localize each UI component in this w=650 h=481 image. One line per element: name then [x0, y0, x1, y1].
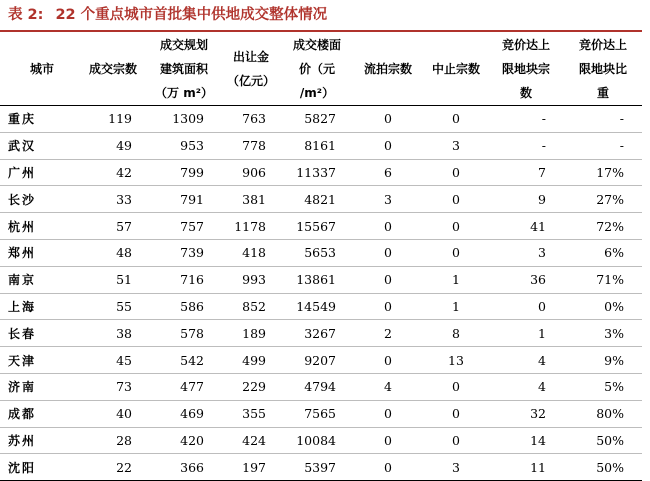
- table-cell-suspended-count: 1: [424, 293, 488, 320]
- table-cell-suspended-count: 0: [424, 373, 488, 400]
- table-cell-failed-auction-count: 0: [352, 132, 424, 159]
- table-cell-deal-count: 33: [78, 186, 148, 213]
- table-cell-failed-auction-count: 0: [352, 266, 424, 293]
- table-cell-capped-lot-ratio: 80%: [564, 400, 642, 427]
- table-cell-floor-price: 4821: [282, 186, 352, 213]
- table-cell-floor-price: 4794: [282, 373, 352, 400]
- table-cell-capped-lot-ratio: 71%: [564, 266, 642, 293]
- table-cell-planned-floor-area: 477: [148, 373, 220, 400]
- table-cell-transfer-fee: 906: [220, 159, 282, 186]
- header-line: 价（元: [298, 61, 335, 76]
- table-cell-failed-auction-count: 0: [352, 427, 424, 454]
- table-row: [0, 106, 642, 133]
- table-cell-transfer-fee: 778: [220, 132, 282, 159]
- table-cell-capped-lot-ratio: 6%: [564, 239, 642, 266]
- table-cell-transfer-fee: 424: [220, 427, 282, 454]
- table-cell-transfer-fee: 381: [220, 186, 282, 213]
- table-cell-capped-lot-count: 4: [488, 373, 564, 400]
- city-name-cell: 南京: [0, 266, 78, 293]
- table-cell-deal-count: 48: [78, 239, 148, 266]
- header-row: [0, 32, 642, 106]
- column-header-transfer-fee: [220, 32, 282, 106]
- table-cell-transfer-fee: 418: [220, 239, 282, 266]
- city-name-cell: 长沙: [0, 186, 78, 213]
- table-cell-capped-lot-ratio: 5%: [564, 373, 642, 400]
- table-cell-capped-lot-ratio: 27%: [564, 186, 642, 213]
- table-cell-capped-lot-count: 14: [488, 427, 564, 454]
- table-cell-deal-count: 49: [78, 132, 148, 159]
- city-name-cell: 广州: [0, 159, 78, 186]
- table-cell-planned-floor-area: 1309: [148, 106, 220, 133]
- table-cell-transfer-fee: 499: [220, 347, 282, 374]
- table-cell-failed-auction-count: 0: [352, 400, 424, 427]
- table-cell-floor-price: 15567: [282, 213, 352, 240]
- table-cell-suspended-count: 0: [424, 213, 488, 240]
- table-cell-transfer-fee: 197: [220, 454, 282, 481]
- header-line: 出让金: [232, 49, 269, 64]
- table-cell-floor-price: 10084: [282, 427, 352, 454]
- table-cell-deal-count: 38: [78, 320, 148, 347]
- table-number: 表 2:: [8, 7, 44, 23]
- city-name-cell: 长春: [0, 320, 78, 347]
- table-cell-deal-count: 28: [78, 427, 148, 454]
- table-cell-capped-lot-count: 3: [488, 239, 564, 266]
- table-cell-deal-count: 51: [78, 266, 148, 293]
- table-cell-capped-lot-count: 41: [488, 213, 564, 240]
- table-cell-planned-floor-area: 739: [148, 239, 220, 266]
- table-row: [0, 320, 642, 347]
- table-row: [0, 427, 642, 454]
- table-row: [0, 266, 642, 293]
- table-cell-deal-count: 73: [78, 373, 148, 400]
- table-cell-suspended-count: 0: [424, 106, 488, 133]
- table-cell-capped-lot-count: 9: [488, 186, 564, 213]
- table-cell-suspended-count: 3: [424, 454, 488, 481]
- table-cell-capped-lot-count: 4: [488, 347, 564, 374]
- table-cell-transfer-fee: 229: [220, 373, 282, 400]
- table-row: [0, 186, 642, 213]
- city-name-cell: 上海: [0, 293, 78, 320]
- table-row: [0, 454, 642, 481]
- table-cell-planned-floor-area: 366: [148, 454, 220, 481]
- header-line: 城市: [30, 61, 55, 76]
- table-cell-planned-floor-area: 757: [148, 213, 220, 240]
- table-row: [0, 293, 642, 320]
- table-cell-failed-auction-count: 0: [352, 239, 424, 266]
- city-name-cell: 成都: [0, 400, 78, 427]
- table-cell-suspended-count: 3: [424, 132, 488, 159]
- column-header-capped-lot-ratio: [564, 32, 642, 106]
- table-cell-floor-price: 14549: [282, 293, 352, 320]
- city-name-cell: 重庆: [0, 106, 78, 133]
- header-line: 成交宗数: [88, 61, 137, 76]
- header-line: 建筑面积: [159, 61, 208, 76]
- table-cell-planned-floor-area: 578: [148, 320, 220, 347]
- table-cell-floor-price: 7565: [282, 400, 352, 427]
- land-transaction-table: [0, 32, 642, 481]
- column-header-deal-count: [78, 32, 148, 106]
- city-name-cell: 郑州: [0, 239, 78, 266]
- header-line: 竞价达上: [578, 37, 627, 52]
- table-cell-capped-lot-count: 32: [488, 400, 564, 427]
- table-cell-planned-floor-area: 469: [148, 400, 220, 427]
- header-line: 流拍宗数: [363, 61, 412, 76]
- column-header-suspended-count: [424, 32, 488, 106]
- table-row: [0, 239, 642, 266]
- table-cell-deal-count: 40: [78, 400, 148, 427]
- column-header-planned-floor-area: [148, 32, 220, 106]
- table-cell-planned-floor-area: 791: [148, 186, 220, 213]
- table-cell-floor-price: 5397: [282, 454, 352, 481]
- table-row: [0, 132, 642, 159]
- header-line: （亿元）: [226, 73, 275, 88]
- city-name-cell: 济南: [0, 373, 78, 400]
- header-line: （万 m²）: [155, 85, 213, 100]
- table-cell-deal-count: 42: [78, 159, 148, 186]
- header-line: 限地块宗: [501, 61, 550, 76]
- table-cell-capped-lot-ratio: 50%: [564, 427, 642, 454]
- table-cell-planned-floor-area: 799: [148, 159, 220, 186]
- table-cell-floor-price: 5827: [282, 106, 352, 133]
- table-cell-capped-lot-count: 11: [488, 454, 564, 481]
- table-cell-capped-lot-ratio: 72%: [564, 213, 642, 240]
- table-title: 22 个重点城市首批集中供地成交整体情况: [55, 7, 328, 23]
- header-line: /m²）: [299, 85, 335, 100]
- table-cell-capped-lot-count: 0: [488, 293, 564, 320]
- table-cell-capped-lot-ratio: 17%: [564, 159, 642, 186]
- table-cell-suspended-count: 0: [424, 186, 488, 213]
- table-cell-suspended-count: 0: [424, 159, 488, 186]
- table-cell-failed-auction-count: 0: [352, 213, 424, 240]
- table-cell-deal-count: 22: [78, 454, 148, 481]
- table-cell-capped-lot-count: -: [488, 106, 564, 133]
- city-name-cell: 沈阳: [0, 454, 78, 481]
- table-cell-planned-floor-area: 586: [148, 293, 220, 320]
- city-name-cell: 天津: [0, 347, 78, 374]
- table-cell-capped-lot-ratio: -: [564, 106, 642, 133]
- table-cell-failed-auction-count: 0: [352, 293, 424, 320]
- table-cell-suspended-count: 8: [424, 320, 488, 347]
- city-name-cell: 武汉: [0, 132, 78, 159]
- table-cell-suspended-count: 0: [424, 239, 488, 266]
- table-cell-capped-lot-count: 1: [488, 320, 564, 347]
- table-cell-transfer-fee: 189: [220, 320, 282, 347]
- table-cell-failed-auction-count: 0: [352, 106, 424, 133]
- table-cell-planned-floor-area: 420: [148, 427, 220, 454]
- header-line: 竞价达上: [501, 37, 550, 52]
- table-cell-transfer-fee: 852: [220, 293, 282, 320]
- table-cell-transfer-fee: 993: [220, 266, 282, 293]
- table-cell-planned-floor-area: 953: [148, 132, 220, 159]
- table-cell-floor-price: 11337: [282, 159, 352, 186]
- table-cell-planned-floor-area: 542: [148, 347, 220, 374]
- table-cell-capped-lot-count: 36: [488, 266, 564, 293]
- table-cell-transfer-fee: 355: [220, 400, 282, 427]
- table-row: [0, 347, 642, 374]
- table-cell-failed-auction-count: 2: [352, 320, 424, 347]
- table-cell-failed-auction-count: 4: [352, 373, 424, 400]
- table-row: [0, 400, 642, 427]
- column-header-city: [0, 32, 78, 106]
- table-cell-deal-count: 55: [78, 293, 148, 320]
- table-cell-capped-lot-ratio: 9%: [564, 347, 642, 374]
- table-cell-deal-count: 57: [78, 213, 148, 240]
- table-cell-suspended-count: 13: [424, 347, 488, 374]
- city-name-cell: 杭州: [0, 213, 78, 240]
- table-cell-transfer-fee: 1178: [220, 213, 282, 240]
- header-line: 数: [519, 85, 532, 100]
- table-cell-floor-price: 8161: [282, 132, 352, 159]
- table-cell-floor-price: 13861: [282, 266, 352, 293]
- table-cell-suspended-count: 0: [424, 400, 488, 427]
- header-line: 中止宗数: [431, 61, 480, 76]
- column-header-failed-auction-count: [352, 32, 424, 106]
- table-cell-deal-count: 119: [78, 106, 148, 133]
- table-cell-capped-lot-ratio: 50%: [564, 454, 642, 481]
- table-cell-capped-lot-count: -: [488, 132, 564, 159]
- table-row: [0, 213, 642, 240]
- table-cell-deal-count: 45: [78, 347, 148, 374]
- header-line: 成交规划: [159, 37, 208, 52]
- table-cell-floor-price: 3267: [282, 320, 352, 347]
- table-cell-capped-lot-ratio: -: [564, 132, 642, 159]
- table-cell-floor-price: 9207: [282, 347, 352, 374]
- table-cell-failed-auction-count: 0: [352, 454, 424, 481]
- table-cell-transfer-fee: 763: [220, 106, 282, 133]
- header-line: 限地块比: [578, 61, 627, 76]
- table-cell-capped-lot-count: 7: [488, 159, 564, 186]
- table-cell-suspended-count: 1: [424, 266, 488, 293]
- header-line: 重: [596, 85, 609, 100]
- header-line: 成交楼面: [292, 37, 341, 52]
- table-cell-failed-auction-count: 3: [352, 186, 424, 213]
- table-body: [0, 106, 642, 481]
- table-cell-failed-auction-count: 0: [352, 347, 424, 374]
- table-caption: [8, 3, 327, 27]
- table-cell-capped-lot-ratio: 3%: [564, 320, 642, 347]
- column-header-capped-lot-count: [488, 32, 564, 106]
- table-cell-floor-price: 5653: [282, 239, 352, 266]
- table-cell-planned-floor-area: 716: [148, 266, 220, 293]
- city-name-cell: 苏州: [0, 427, 78, 454]
- table-cell-capped-lot-ratio: 0%: [564, 293, 642, 320]
- column-header-floor-price: [282, 32, 352, 106]
- table-row: [0, 159, 642, 186]
- table-row: [0, 373, 642, 400]
- table-cell-failed-auction-count: 6: [352, 159, 424, 186]
- table-cell-suspended-count: 0: [424, 427, 488, 454]
